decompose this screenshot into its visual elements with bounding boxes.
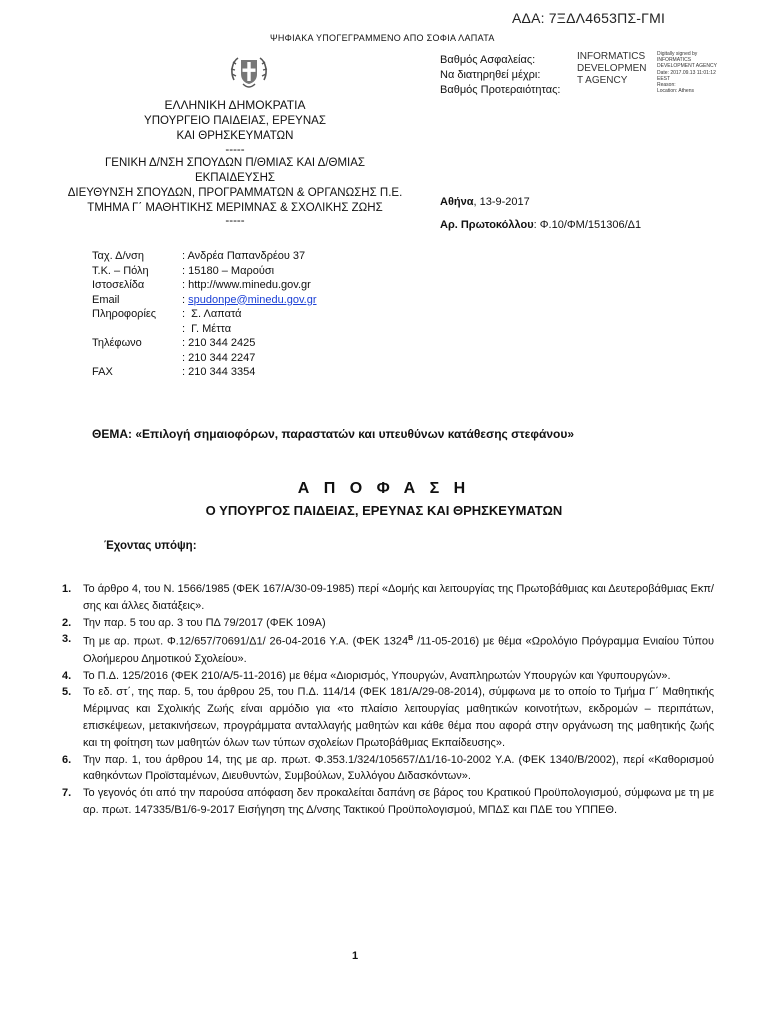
- contact-row-website: Ιστοσελίδα : http://www.minedu.gov.gr: [92, 279, 311, 291]
- decision-title: Α Π Ο Φ Α Σ Η: [297, 480, 471, 497]
- separator: -----: [225, 215, 245, 227]
- minister-title: Ο ΥΠΟΥΡΓΟΣ ΠΑΙΔΕΙΑΣ, ΕΡΕΥΝΑΣ ΚΑΙ ΘΡΗΣΚΕΥΜΑΤΩΝ: [205, 503, 563, 518]
- list-item: 5. Το εδ. στ΄, της παρ. 5, του άρθρου 25, του Π.Δ. 114/14 (ΦΕΚ 181/Α/29-08-2014), σύμφωνα με το οποίο το Τμήμα Γ΄ Μαθητικής Μέριμνας και Σχολικής Ζωής είναι αρμόδιο για «το πλαίσιο λειτουργίας μαθητικών κοινοτήτων, εκδρομών – περιπάτων, επισκέψεων, μετακινήσεων, προγράμματα ανταλλαγής μαθητών και κάθε θέμα που αφορά στην οργάνωση της μαθητικής ζωής και τη φοίτηση των μαθητών όλων των τύπων σχολείων Πρωτοβάθμιας Εκπαίδευσης».: [62, 686, 714, 749]
- contact-row-phone-2: : 210 344 2247: [182, 351, 256, 364]
- contact-row-address: Ταχ. Δ/νση : Ανδρέα Παπανδρέου 37: [92, 250, 306, 262]
- place-date: Αθήνα, 13-9-2017: [440, 196, 530, 208]
- ministry-line-1: ΥΠΟΥΡΓΕΙΟ ΠΑΙΔΕΙΑΣ, ΕΡΕΥΝΑΣ: [144, 115, 326, 127]
- separator: -----: [225, 144, 245, 156]
- email-link[interactable]: spudonpe@minedu.gov.gr: [188, 293, 317, 306]
- ministry-heading: [60, 114, 410, 226]
- priority-label: Βαθμός Προτεραιότητας:: [440, 84, 561, 96]
- page-number: 1: [351, 950, 359, 962]
- security-level-label: Βαθμός Ασφαλείας:: [440, 54, 536, 66]
- republic-title: ΕΛΛΗΝΙΚΗ ΔΗΜΟΚΡΑΤΙΑ: [164, 98, 306, 112]
- ada-code: ΑΔΑ: 7ΞΔΛ4653ΠΣ-ΓΜΙ: [512, 10, 666, 26]
- list-item: 3. Τη με αρ. πρωτ. Φ.12/657/70691/Δ1/ 26-04-2016 Υ.Α. (ΦΕΚ $1324^B$ /11-05-2016) με θέμα «Ωρολόγιο Πρόγραμμα Ενιαίου Τύπου Ολοήμερου Δημοτικού Σχολείου».: [62, 633, 714, 665]
- keep-until-label: Να διατηρηθεί μέχρι:: [440, 69, 541, 81]
- security-block: [440, 53, 560, 98]
- subject-line: ΘΕΜΑ: «Επιλογή σημαιοφόρων, παραστατών και υπευθύνων κατάθεσης στεφάνου»: [92, 427, 574, 441]
- greek-coat-of-arms-icon: [228, 50, 270, 92]
- list-item: 2. Την παρ. 5 του αρ. 3 του ΠΔ 79/2017 (ΦΕΚ 109Α): [62, 616, 326, 629]
- digital-signature-notice: ΨΗΦΙΑΚΑ ΥΠΟΓΕΓΡΑΜΜΕΝΟ ΑΠΟ ΣΟΦΙΑ ΛΑΠΑΤΑ: [270, 33, 495, 43]
- general-directorate-line-1: ΓΕΝΙΚΗ Δ/ΝΣΗ ΣΠΟΥΔΩΝ Π/ΘΜΙΑΣ ΚΑΙ Δ/ΘΜΙΑΣ: [104, 157, 366, 169]
- list-item: 4. Το Π.Δ. 125/2016 (ΦΕΚ 210/Α/5-11-2016) με θέμα «Διορισμός, Υπουργών, Αναπληρωτών Υπουργών και Υφυπουργών».: [62, 669, 671, 682]
- general-directorate-line-2: ΕΚΠΑΙΔΕΥΣΗΣ: [194, 172, 276, 184]
- list-item: 1. Το άρθρο 4, του Ν. 1566/1985 (ΦΕΚ 167/Α/30-09-1985) περί «Δομής και λειτουργίας της Πρωτοβάθμιας και Δευτεροβάθμιας Εκπ/σης και άλλες διατάξεις».: [62, 583, 714, 612]
- list-item: 7. Το γεγονός ότι από την παρούσα απόφαση δεν προκαλείται δαπάνη σε βάρος του Κρατικού Προϋπολογισμού, σύμφωνα με τη με αρ. πρωτ. 147335/Β1/6-9-2017 Εισήγηση της Δ/νσης Τακτικού Προϋπολογισμού, ΜΠΔΣ και ΠΔΕ του ΥΠΠΕΘ.: [62, 787, 714, 817]
- signature-organization: INFORMATICS DEVELOPMEN T AGENCY: [577, 51, 647, 86]
- considerations-list: [62, 581, 714, 819]
- contact-row-fax: FAX : 210 344 3354: [92, 366, 256, 378]
- protocol-number: Αρ. Πρωτοκόλλου: Φ.10/ΦΜ/151306/Δ1: [440, 219, 642, 231]
- contact-block: [92, 249, 317, 380]
- contact-row-info-2: : Γ. Μέττα: [182, 322, 232, 335]
- considering-heading: Έχοντας υπόψη:: [104, 540, 197, 552]
- signature-details: Digitally signed by INFORMATICS DEVELOPMENT AGENCY Date: 2017.09.13 11:01:12 EEST Reason: Location: Athens: [657, 51, 717, 95]
- directorate-name: ΔΙΕΥΘΥΝΣΗ ΣΠΟΥΔΩΝ, ΠΡΟΓΡΑΜΜΑΤΩΝ & ΟΡΓΑΝΩΣΗΣ Π.Ε.: [67, 187, 403, 199]
- department-name: ΤΜΗΜΑ Γ΄ ΜΑΘΗΤΙΚΗΣ ΜΕΡΙΜΝΑΣ & ΣΧΟΛΙΚΗΣ ΖΩΗΣ: [87, 202, 383, 214]
- list-item: 6. Την παρ. 1, του άρθρου 14, της με αρ. πρωτ. Φ.353.1/324/105657/Δ1/16-10-2002 Υ.Α. (ΦΕΚ 1340/Β/2002), περί «Καθορισμού καθηκόντων Προϊσταμένων, Διευθυντών, Συμβούλων, Συλλόγου Διδασκόντων».: [62, 753, 714, 783]
- ministry-line-2: ΚΑΙ ΘΡΗΣΚΕΥΜΑΤΩΝ: [176, 130, 294, 142]
- digital-signature-stamp: [577, 51, 767, 95]
- contact-row-email: Email : spudonpe@minedu.gov.gr: [92, 293, 317, 306]
- contact-row-info: Πληροφορίες : Σ. Λαπατά: [92, 308, 242, 320]
- contact-row-postal: Τ.Κ. – Πόλη : 15180 – Μαρούσι: [92, 264, 275, 277]
- contact-row-phone: Τηλέφωνο : 210 344 2425: [92, 337, 256, 349]
- republic-heading: [60, 98, 410, 113]
